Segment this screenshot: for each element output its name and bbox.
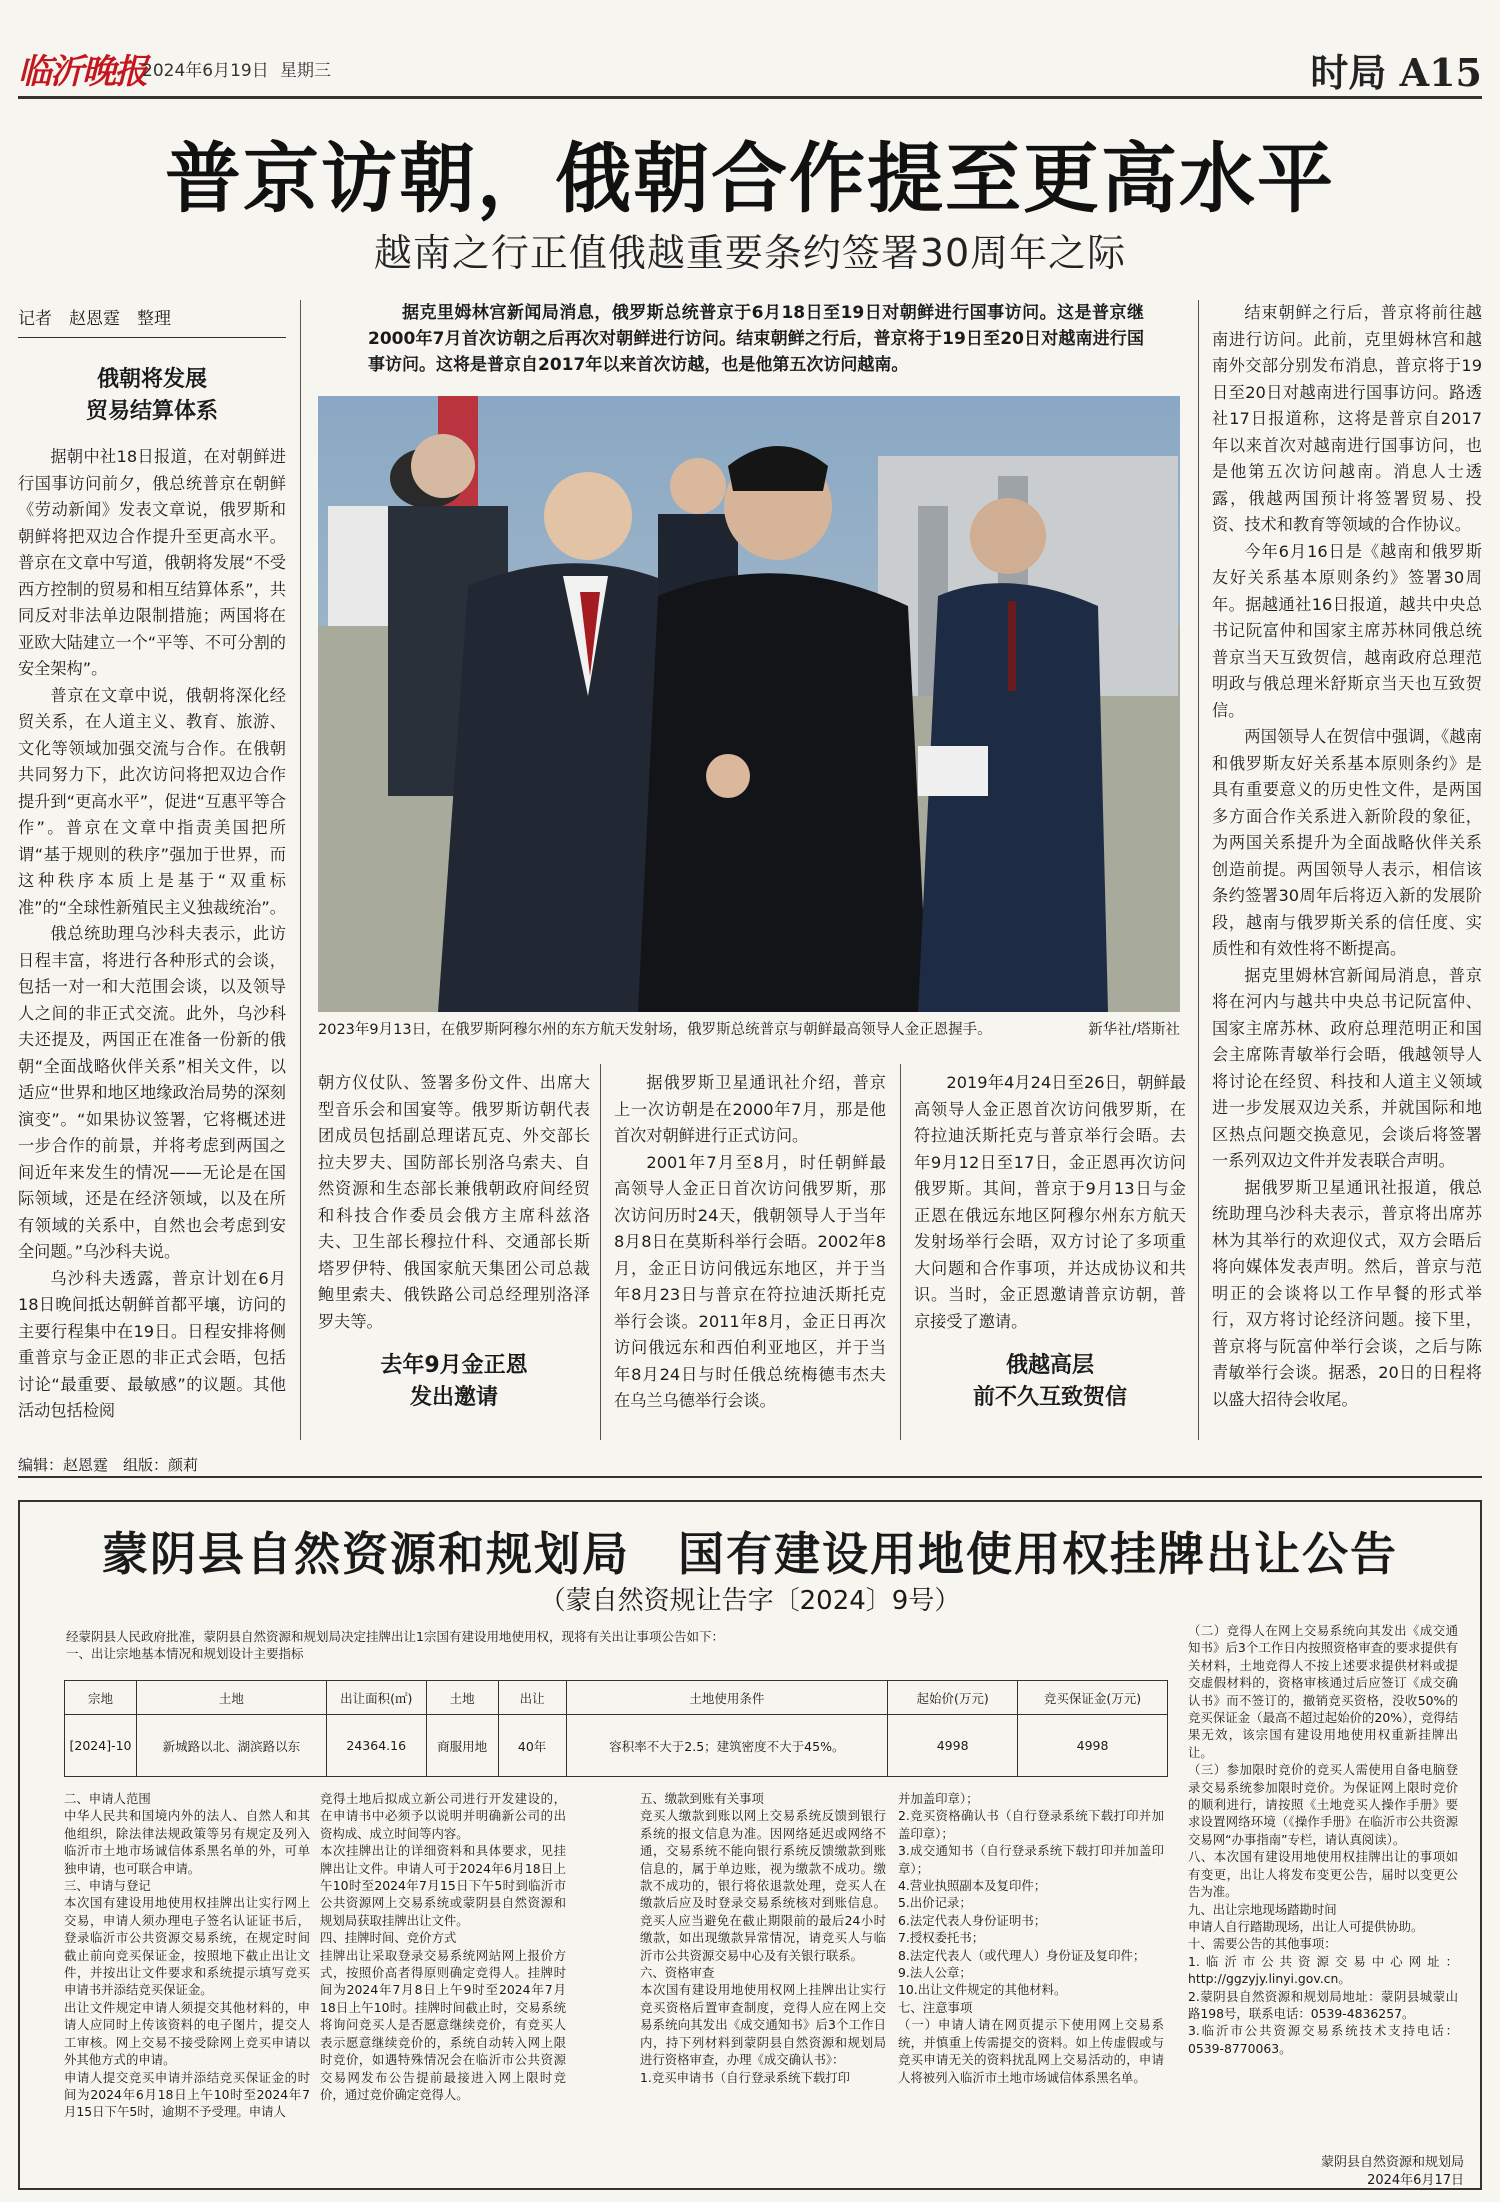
ann-line: 8.法定代表人（或代理人）身份证及复印件； — [898, 1947, 1146, 1963]
announcement-title: 蒙阴县自然资源和规划局 国有建设用地使用权挂牌出让公告 — [102, 1527, 1398, 1581]
ann-line: 申请人提交竞买申请并添结竞买保证金的时间为2024年6月18日上午10时至2024年7月15日下午5时，逾期不予受理。申请人 — [64, 2069, 310, 2120]
section-heading-2-line2: 发出邀请 — [409, 1385, 498, 1410]
announcement-column-b — [320, 1790, 566, 2103]
paragraph: 据朝中社18日报道，在对朝鲜进行国事访问前夕，俄总统普京在朝鲜《劳动新闻》发表文章说，俄罗斯和朝鲜将把双边合作提升至更高水平。普京在文章中写道，俄朝将发展“不受西方控制的贸易和相互结算体系”，共同反对非法单边限制措施；两国将在亚欧大陆建立一个“平等、不可分割的安全架构”。 — [18, 447, 286, 678]
ann-line: 9.法人公章； — [898, 1965, 972, 1981]
ann-line: 并加盖印章）； — [898, 1791, 979, 1806]
table-cell: 4998 — [1018, 1715, 1168, 1777]
intro-line: 一、出让宗地基本情况和规划设计主要指标 — [66, 1646, 304, 1661]
announcement-intro — [66, 1628, 1196, 1662]
ann-line: 3.成交通知书（自行登录系统下载打印并加盖印章）； — [898, 1843, 1164, 1876]
table-cell: 40年 — [498, 1715, 566, 1777]
ann-line: （二）竞得人在网上交易系统向其发出《成交通知书》后3个工作日内按照资格审查的要求提供有关材料，土地竞得人不按上述要求提供材料或提交虚假材料的，资格审核通过后应签订《成交确认书》而不签订的，撤销竞买资格，没收50%的竞买保证金（最高不超过起始价的20%），竞得结果无效，该宗国有建设用地使用权重新挂牌出让。 — [1188, 1623, 1458, 1760]
middle-rule — [18, 1476, 1482, 1478]
ann-line: （三）参加限时竞价的竞买人需使用自备电脑登录交易系统参加限时竞价。为保证网上限时竞价的顺利进行，请按照《土地竞买人操作手册》要求设置网络环境（《操作手册》在临沂市公共资源交易网“办事指南”专栏，请认真阅读）。 — [1188, 1762, 1458, 1847]
land-parcel-table — [64, 1680, 1168, 1777]
table-cell: 新城路以北、湖滨路以东 — [136, 1715, 326, 1777]
paragraph: 2019年4月24日至26日，朝鲜最高领导人金正恩首次访问俄罗斯，在符拉迪沃斯托克与普京举行会晤。去年9月12日至17日，金正恩再次访问俄罗斯。其间，普京于9月13日与金正恩在俄远东地区阿穆尔州东方航天发射场举行会晤，双方讨论了多项重大问题和合作事项，并达成协议和共识。当时，金正恩邀请普京访朝，普京接受了邀请。 — [914, 1073, 1186, 1331]
ann-line: 本次国有建设用地使用权网上挂牌出让实行竞买资格后置审查制度，竞得人应在网上交易系统向其发出《成交通知书》后3个工作日内，持下列材料到蒙阴县自然资源和规划局进行资格审查，办理《成交确认书》： — [640, 1982, 886, 2068]
table-header-row — [65, 1681, 1168, 1715]
sign-date: 2024年6月17日 — [1367, 2173, 1464, 2188]
ann-line: 中华人民共和国境内外的法人、自然人和其他组织，除法律法规政策等另有规定及列入临沂市土地市场诚信体系黑名单的外，可单独申请，也可联合申请。 — [64, 1808, 310, 1876]
section-heading-3 — [914, 1350, 1186, 1414]
ann-line: 申请人自行踏勘现场，出让人可提供协助。 — [1188, 1918, 1424, 1934]
table-header: 竞买保证金(万元) — [1018, 1681, 1168, 1715]
table-header: 土地 — [136, 1681, 326, 1715]
masthead — [18, 40, 1482, 95]
headline: 普京访朝，俄朝合作提至更高水平 — [165, 134, 1335, 223]
paragraph: 朝方仪仗队、签署多份文件、出席大型音乐会和国宴等。俄罗斯访朝代表团成员包括副总理诺瓦克、外交部长拉夫罗夫、国防部长别洛乌索夫、自然资源和生态部长兼俄朝政府间经贸和科技合作委员会俄方主席科兹洛夫、卫生部长穆拉什科、交通部长斯塔罗伊特、俄国家航天集团公司总裁鲍里索夫、俄铁路公司总经理别洛泽罗夫等。 — [318, 1073, 590, 1331]
ann-line: 2.蒙阴县自然资源和规划局地址：蒙阴县城蒙山路198号，联系电话：0539-4836257。 — [1188, 1988, 1458, 2021]
announcement-signature — [1321, 2154, 1464, 2190]
section-page-label: 时局 A15 — [1310, 50, 1482, 95]
paragraph: 普京在文章中说，俄朝将深化经贸关系，在人道主义、教育、旅游、文化等领域加强交流与合作。在俄朝共同努力下，此次访问将把双边合作提升到“更高水平”，促进“互惠平等合作”。普京在文章中指责美国把所谓“基于规则的秩序”强加于世界，而这种秩序本质上是基于“双重标准”的“全球性新殖民主义独裁统治”。 — [18, 685, 286, 917]
section-heading-1-line2: 贸易结算体系 — [85, 399, 218, 424]
table-header: 出让 — [498, 1681, 566, 1715]
ann-line: 竞买人缴款到账以网上交易系统反馈到银行系统的报文信息为准。因网络延迟或网络不通，交易系统不能向银行系统反馈缴款到账信息的，属于单边账，视为缴款不成功。缴款不成功的，银行将依退款处理，竞买人在缴款后应及时登录交易系统核对到账信息。竞买人应当避免在截止期限前的最后24小时缴款，如出现缴款异常情况，请竞买人与临沂市公共资源交易中心及有关银行联系。 — [640, 1808, 886, 1963]
byline: 记者 赵恩霆 整理 — [18, 304, 286, 338]
paragraph: 据俄罗斯卫星通讯社介绍，普京上一次访朝是在2000年7月，那是他首次对朝鲜进行正式访问。 — [614, 1073, 886, 1145]
section-heading-1-line1: 俄朝将发展 — [96, 367, 207, 392]
ann-line: 1.竞买申请书（自行登录系统下载打印 — [640, 2069, 851, 2085]
ann-line: 7.授权委托书； — [898, 1930, 985, 1946]
ann-line: 七、注意事项 — [898, 1999, 973, 2015]
paragraph: 2001年7月至8月，时任朝鲜最高领导人金正日首次访问俄罗斯，那次访问历时24天，俄朝领导人于当年8月8日在莫斯科举行会晤。2002年8月，金正日访问俄远东地区，并于当年8月23日与普京在符拉迪沃斯托克举行会谈。2011年8月，金正日再次访问俄远东和西伯利亚地区，并于当年8月24日与时任俄总统梅德韦杰夫在乌兰乌德举行会谈。 — [614, 1152, 886, 1410]
section-heading-2 — [318, 1350, 590, 1414]
article-column-2 — [318, 1070, 590, 1335]
announcement-column-a — [64, 1790, 310, 2121]
ann-line: 本次国有建设用地使用权挂牌出让实行网上交易，申请人须办理电子签名认证证书后，登录临沂市公共资源交易系统，在规定时间截止前向竞买保证金，按照地下截止出让文件，并按出让文件要求和系统提示填写竞买申请书并添结竞买保证金。 — [64, 1895, 310, 1998]
photo-credit: 新华社/塔斯社 — [1088, 1022, 1180, 1038]
newspaper-logo: 临沂晚报 — [18, 52, 146, 92]
ann-line: 6.法定代表人身份证明书； — [898, 1912, 1047, 1928]
handshake-photo-illustration — [318, 396, 1180, 1012]
ann-line: 四、挂牌时间、竞价方式 — [320, 1930, 457, 1946]
paragraph: 据克里姆林宫新闻局消息，普京将在河内与越共中央总书记阮富仲、国家主席苏林、政府总理范明正和国会主席陈青敏举行会晤，俄越领导人将讨论在经贸、科技和人道主义领域进一步发展双边关系，并就国际和地区热点问题交换意见，会谈后将签署一系列双边文件并发表联合声明。 — [1212, 965, 1482, 1170]
top-rule — [18, 96, 1482, 99]
issue-weekday: 星期三 — [280, 61, 331, 81]
ann-line: 十、需要公告的其他事项： — [1188, 1936, 1337, 1952]
table-cell: 容积率不大于2.5；建筑密度不大于45%。 — [566, 1715, 888, 1777]
ann-line: 六、资格审查 — [640, 1965, 715, 1981]
column-rule — [900, 1064, 901, 1440]
table-header: 起始价(万元) — [888, 1681, 1018, 1715]
table-header: 宗地 — [65, 1681, 137, 1715]
ann-line: 三、申请与登记 — [64, 1878, 151, 1894]
ann-line: 五、缴款到账有关事项 — [640, 1791, 764, 1806]
ann-line: 3.临沂市公共资源交易系统技术支持电话：0539-8770063。 — [1188, 2023, 1458, 2056]
announcement-number: （蒙自然资规让告字〔2024〕9号） — [539, 1586, 961, 1616]
ann-line: 挂牌出让采取登录交易系统网站网上报价方式，按照价高者得原则确定竞得人。挂牌时间为2024年7月8日上午9时至2024年7月18日上午10时。挂牌时间截止时，交易系统将询问竞买人是否愿意继续竞价，有竞买人表示愿意继续竞价的，系统自动转入网上限时竞价，如遇特殊情况会在临沂市公共资源交易网发布公告提前最接进入网上限时竞价，通过竞价确定竞得人。 — [320, 1947, 566, 2102]
ann-line: 1.临沂市公共资源交易中心网址：http://ggzyjy.linyi.gov.cn。 — [1188, 1953, 1458, 1987]
paragraph: 两国领导人在贺信中强调，《越南和俄罗斯友好关系基本原则条约》是具有重要意义的历史性文件，是两国多方面合作关系进入新阶段的象征，为两国关系提升为全面战略伙伴关系创造前提。两国领导人表示，相信该条约签署30周年后将迈入新的发展阶段，越南与俄罗斯关系的信任度、实质性和有效性将不断提高。 — [1212, 727, 1482, 958]
table-cell: 4998 — [888, 1715, 1018, 1777]
ann-line: 出让文件规定申请人须提交其他材料的，申请人应同时上传该资料的电子图片，提交人工审核。网上交易不接受除网上竞买申请以外其他方式的申请。 — [64, 1999, 310, 2068]
paragraph: 俄总统助理乌沙科夫表示，此访日程丰富，将进行各种形式的会谈，包括一对一和大范围会谈，以及领导人之间的非正式交流。此外，乌沙科夫还提及，两国正在准备一份新的俄朝“全面战略伙伴关系”相关文件，以适应“世界和地区地缘政治局势的深刻演变”。“如果协议签署，它将概述进一步合作的前景，并将考虑到两国之间近年来发生的情况——无论是在国际领域，还是在经济领域，以及在所有领域的关系中，自然也会考虑到安全问题。”乌沙科夫说。 — [18, 924, 286, 1261]
ann-line: 竞得土地后拟成立新公司进行开发建设的，在申请书中必须予以说明并明确新公司的出资构成、成立时间等内容。 — [320, 1791, 566, 1841]
paragraph: 乌沙科夫透露，普京计划在6月18日晚间抵达朝鲜首都平壤，访问的主要行程集中在19日。日程安排将侧重普京与金正恩的非正式会晤，包括讨论“最重要、最敏感”的议题。其他活动包括检阅 — [18, 1268, 286, 1420]
article-column-1 — [18, 444, 286, 1425]
table-header: 土地使用条件 — [566, 1681, 888, 1715]
column-rule — [300, 300, 301, 1440]
table-cell: [2024]-10 — [65, 1715, 137, 1777]
paragraph: 今年6月16日是《越南和俄罗斯友好关系基本原则条约》签署30周年。据越通社16日报道，越共中央总书记阮富仲和国家主席苏林同俄总统普京当天互致贺信，越南政府总理范明政与俄总理米舒斯京当天也互致贺信。 — [1212, 541, 1482, 720]
table-header: 出让面积(㎡) — [326, 1681, 426, 1715]
lead-paragraph: 据克里姆林宫新闻局消息，俄罗斯总统普京于6月18日至19日对朝鲜进行国事访问。这是普京继2000年7月首次访朝之后再次对朝鲜进行访问。结束朝鲜之行后，普京将于19日至20日对越南进行国事访问。这将是普京自2017年以来首次访越，也是他第五次访问越南。 — [368, 303, 1144, 375]
ann-line: 二、申请人范围 — [64, 1791, 151, 1806]
section-heading-3-line2: 前不久互致贺信 — [972, 1385, 1127, 1410]
column-rule — [600, 1064, 601, 1440]
ann-line: 九、出让宗地现场踏勘时间 — [1188, 1901, 1337, 1917]
article-column-4 — [914, 1070, 1186, 1335]
paragraph: 结束朝鲜之行后，普京将前往越南进行访问。此前，克里姆林宫和越南外交部分别发布消息，普京将于19日至20日对越南进行国事访问。路透社17日报道称，这将是普京自2017年以来首次对越南进行国事访问，也是他第五次访问越南。消息人士透露，俄越两国预计将签署贸易、投资、技术和教育等领域的合作协议。 — [1212, 303, 1482, 534]
editor-credits: 编辑：赵恩霆 组版：颜莉 — [18, 1456, 199, 1474]
announcement-column-c — [640, 1790, 886, 2086]
announcement-column-e — [1188, 1622, 1458, 2057]
ann-line: （一）申请人请在网页提示下使用网上交易系统，并慎重上传需提交的资料。如上传虚假或与竞买申请无关的资料扰乱网上交易活动的，申请人将被列入临沂市土地市场诚信体系黑名单。 — [898, 2017, 1164, 2085]
ann-line: 4.营业执照副本及复印件； — [898, 1878, 1047, 1894]
news-photo — [318, 396, 1180, 1012]
section-heading-2-line1: 去年9月金正恩 — [380, 1353, 528, 1378]
caption-text: 2023年9月13日，在俄罗斯阿穆尔州的东方航天发射场，俄罗斯总统普京与朝鲜最高领导人金正恩握手。 — [318, 1022, 992, 1038]
section-heading-3-line1: 俄越高层 — [1005, 1353, 1094, 1378]
ann-line: 本次挂牌出让的详细资料和具体要求，见挂牌出让文件。申请人可于2024年6月18日上午10时至2024年7月15日下午5时到临沂市公共资源网上交易系统或蒙阴县自然资源和规划局获取挂牌出让文件。 — [320, 1843, 566, 1928]
signer-name: 蒙阴县自然资源和规划局 — [1320, 2155, 1464, 2170]
ann-line: 10.出让文件规定的其他材料。 — [898, 1982, 1067, 1998]
ann-line: 八、本次国有建设用地使用权挂牌出让的事项如有变更，出让人将发布变更公告，届时以变更公告为准。 — [1188, 1849, 1458, 1900]
article-column-5 — [1212, 300, 1482, 1413]
ann-line: 2.竞买资格确认书（自行登录系统下载打印并加盖印章）； — [898, 1808, 1164, 1841]
photo-caption — [318, 1018, 1180, 1039]
section-heading-1 — [18, 364, 286, 428]
issue-date: 2024年6月19日 — [142, 61, 269, 81]
subheadline: 越南之行正值俄越重要条约签署30周年之际 — [373, 231, 1127, 275]
ann-line: 5.出价记录； — [898, 1895, 972, 1911]
paragraph: 据俄罗斯卫星通讯社报道，俄总统助理乌沙科夫表示，普京将出席苏林为其举行的欢迎仪式，双方会晤后将向媒体发表声明。然后，普京与范明正的会谈将以工作早餐的形式举行，双方将讨论经济问题。接下里，普京将与阮富仲举行会谈，之后与陈青敏举行会谈。据悉，20日的日程将以盛大招待会收尾。 — [1212, 1177, 1482, 1409]
table-cell: 24364.16 — [326, 1715, 426, 1777]
column-rule — [1198, 300, 1199, 1440]
intro-line: 经蒙阴县人民政府批准，蒙阴县自然资源和规划局决定挂牌出让1宗国有建设用地使用权，现将有关出让事项公告如下： — [66, 1629, 724, 1644]
article-column-3 — [614, 1070, 886, 1415]
table-header: 土地 — [426, 1681, 498, 1715]
table-row — [65, 1715, 1168, 1777]
table-cell: 商服用地 — [426, 1715, 498, 1777]
announcement-column-d — [898, 1790, 1164, 2086]
